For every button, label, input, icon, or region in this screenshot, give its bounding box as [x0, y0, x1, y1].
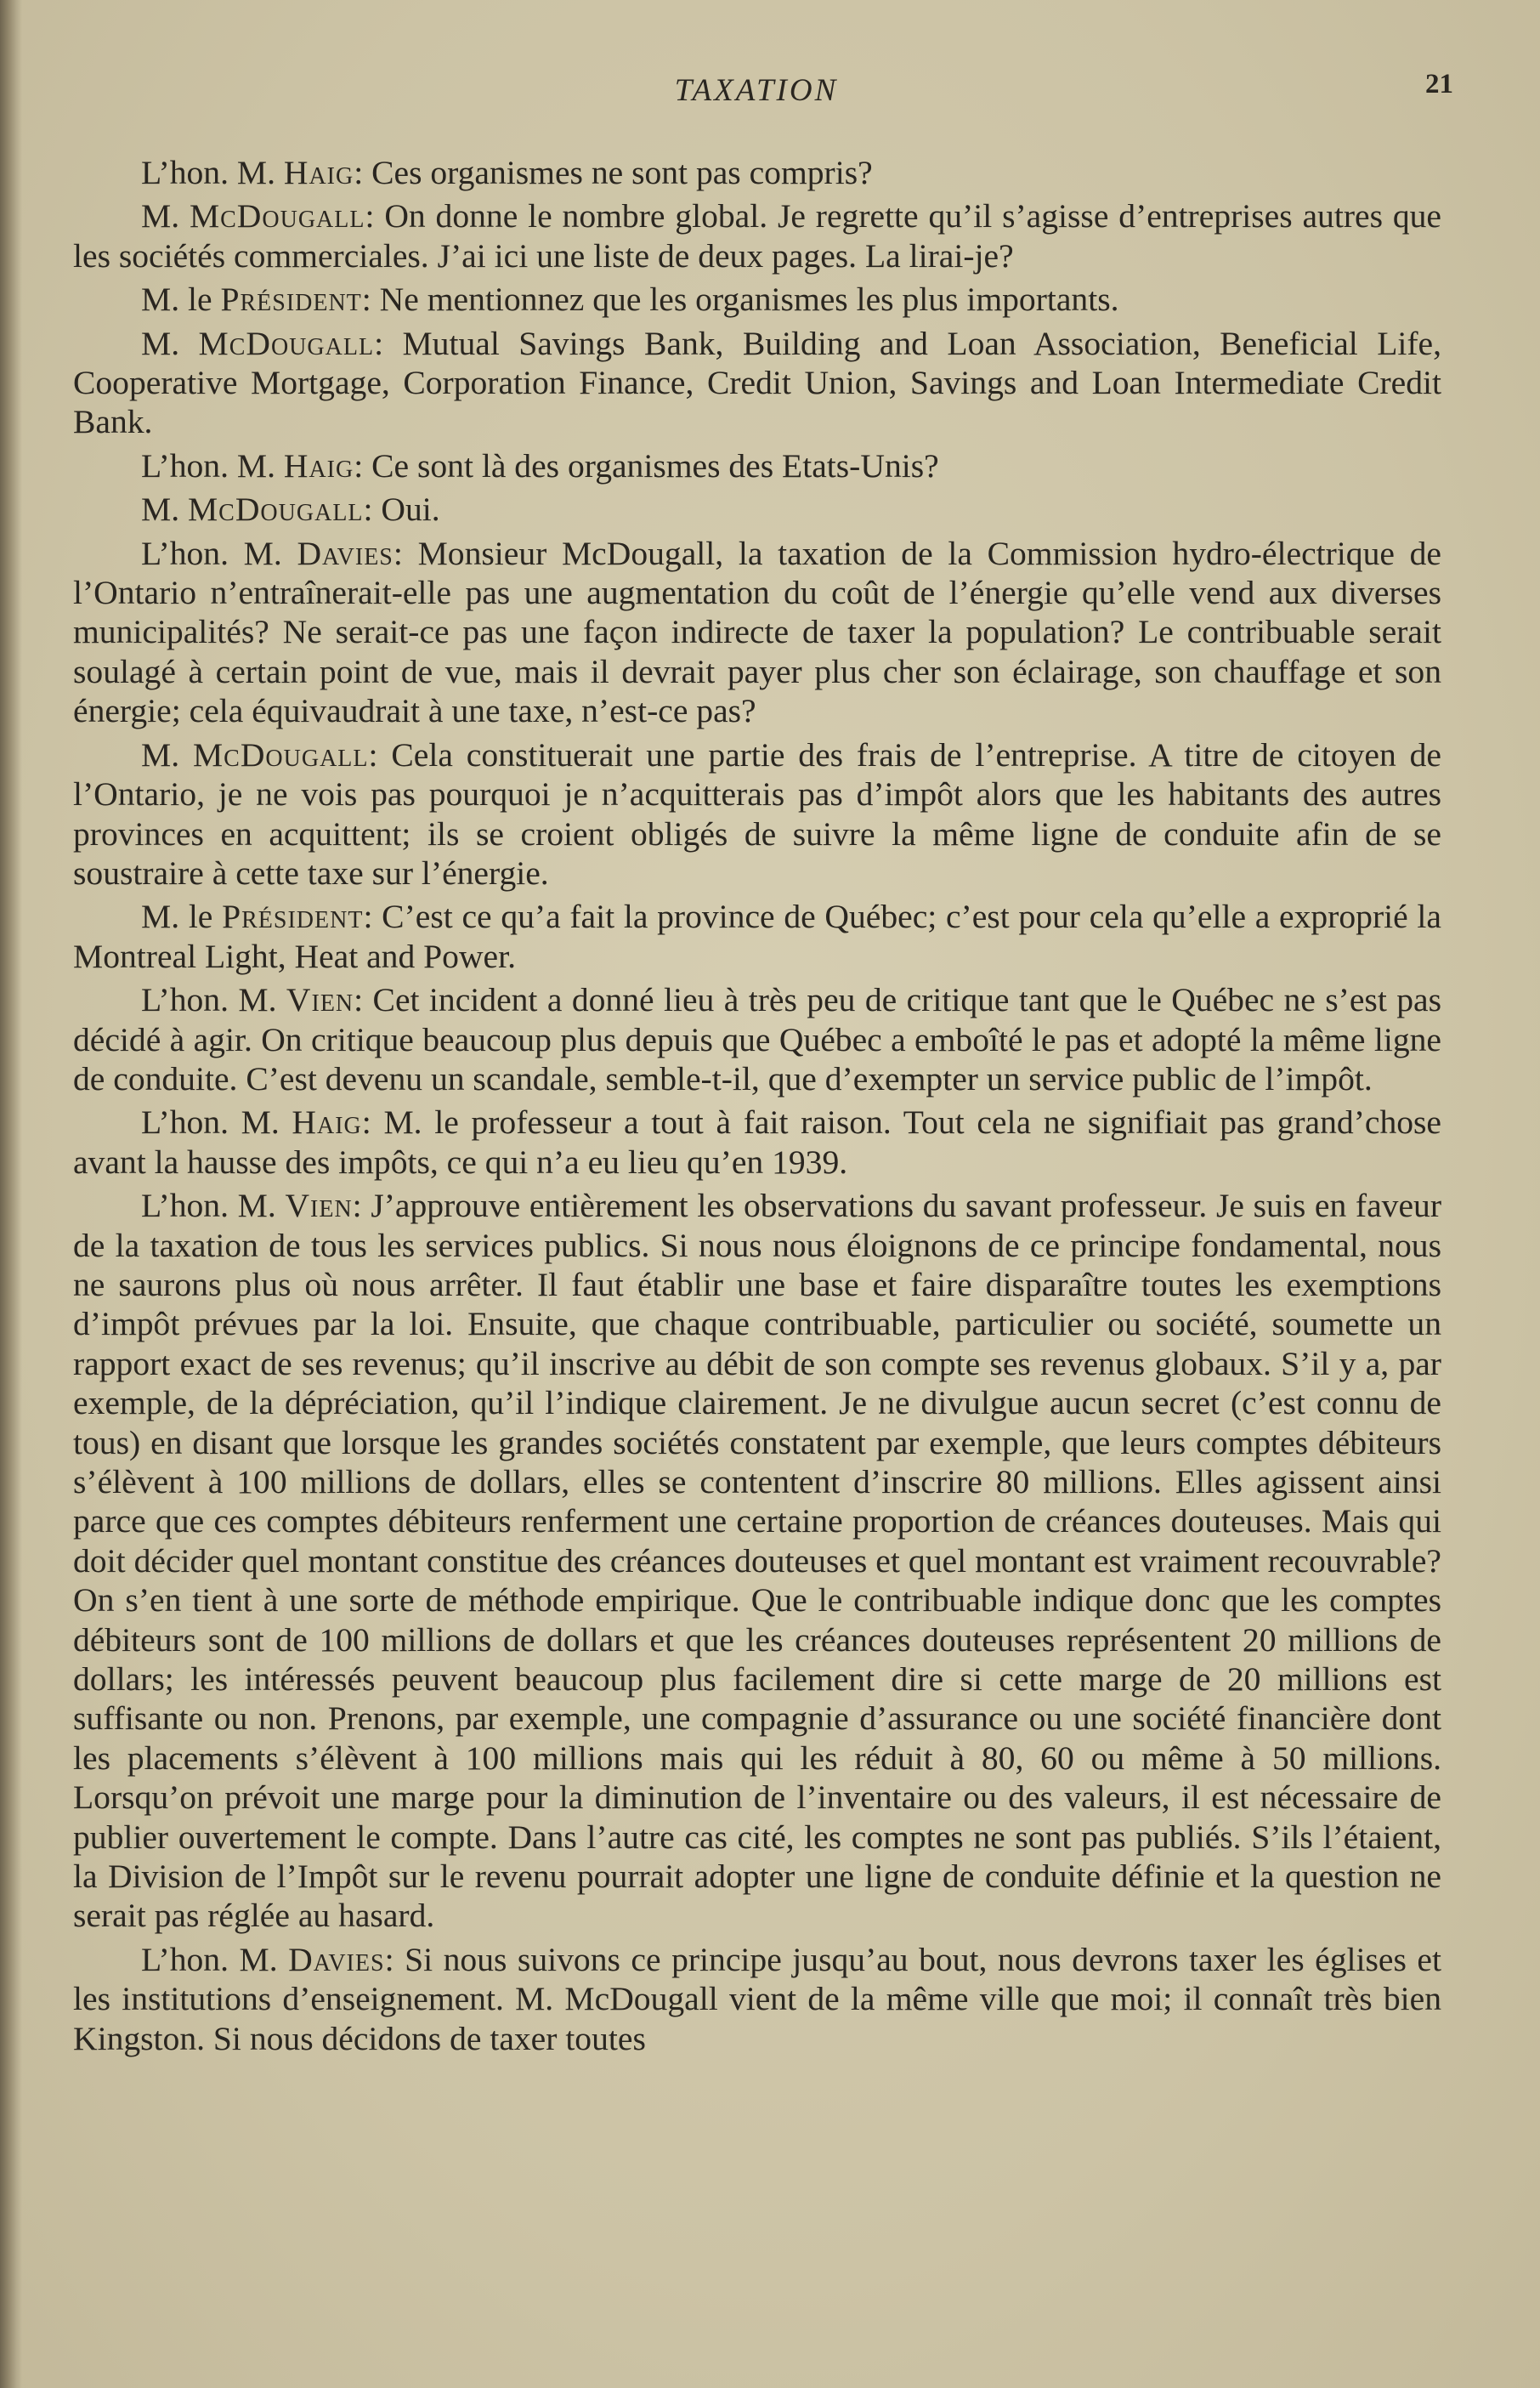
running-head: TAXATION [674, 73, 839, 108]
speaker-prefix: M. le [141, 281, 221, 319]
paragraph [73, 153, 1441, 192]
paragraph-text: : Monsieur McDougall, la taxation de la Commission hydro-électrique de l’Ontario n’entraînerait-elle pas une augmentation du coût de l’énergie qu’elle vend aux diverses municipalités? Ne serait-ce pas une façon indirecte de taxer la population? Le contribuable serait soulagé à certain point de vue, mais il devrait payer plus cher son éclairage, son chauffage et son énergie; cela équivaudrait à une taxe, n’est-ce pas? [73, 534, 1441, 730]
speaker-name: Davies [288, 1940, 385, 1978]
paragraph-text: : Si nous suivons ce principe jusqu’au bout, nous devrons taxer les églises et les institutions d’enseignement. M. McDougall vient de la même ville que moi; il connaît très bien Kingston. Si nous décidons de taxer toutes [73, 1940, 1441, 2057]
page-body [73, 153, 1441, 2062]
speaker-name: McDougall [189, 197, 365, 235]
speaker-name: Haig [283, 446, 354, 485]
speaker-prefix: L’hon. M. [141, 1103, 292, 1142]
paragraph [73, 490, 1441, 529]
speaker-prefix: L’hon. M. [141, 446, 284, 485]
speaker-prefix: L’hon. M. [141, 154, 284, 191]
speaker-prefix: M. [141, 735, 193, 774]
speaker-prefix: M. le [141, 898, 223, 936]
speaker-prefix: M. [141, 324, 199, 362]
speaker-prefix: M. [141, 197, 190, 235]
paragraph-text: : J’approuve entièrement les observations du savant professeur. Je suis en faveur de la taxation de tous les services publics. Si nous nous éloignons de ce principe fondamental, nous ne saurons plus où nous arrêter. Il faut établir une base et faire disparaître toutes les exemptions d’impôt prévues par la loi. Ensuite, que chaque contribuable, particulier ou société, soumette un rapport exact de ses revenus; qu’il inscrive au débit de son compte ses revenus globaux. S’il y a, par exemple, de la dépréciation, qu’il l’indique clairement. Je ne divulgue aucun secret (c’est connu de tous) en disant que lorsque les grandes sociétés constatent par exemple, que leurs comptes débiteurs s’élèvent à 100 millions de dollars, elles se contentent d’inscrire 80 millions. Elles agissent ainsi parce que ces comptes débiteurs renferment une certaine proportion de créances douteuses. Mais qui doit décider quel montant constitue des créances douteuses et quel montant est vraiment recouvrable? On s’en tient à une sorte de méthode empirique. Que le contribuable indique donc que les comptes débiteurs sont de 100 millions de dollars et que les créances douteuses représentent 20 millions de dollars; les intéressés peuvent beaucoup plus facilement dire si cette marge de 20 millions est suffisante ou non. Prenons, par exemple, une compagnie d’assurance ou une société financière dont les placements s’élèvent à 100 millions mais qui les réduit à 80, 60 ou même à 50 millions. Lorsqu’on prévoit une marge pour la diminution de l’inventaire ou des valeurs, il est nécessaire de publier ouvertement le compte. Dans l’autre cas cité, les comptes ne sont pas publiés. S’ils l’étaient, la Division de l’Impôt sur le revenu pourrait adopter une ligne de conduite définie et la question ne serait pas réglée au hasard. [73, 1187, 1442, 1935]
paragraph [73, 897, 1441, 976]
paragraph-text: : Cela constituerait une partie des frais de l’entreprise. A titre de citoyen de l’Ontario, je ne vois pas pourquoi je n’acquitterais pas d’impôt alors que les habitants des autres provinces en acquittent; ils se croient obligés de suivre la même ligne de conduite afin de se soustraire à cette taxe sur l’énergie. [73, 735, 1441, 892]
speaker-prefix: L’hon. M. [141, 534, 297, 572]
speaker-prefix: L’hon. M. [141, 981, 286, 1019]
speaker-name: McDougall [192, 735, 369, 774]
paragraph [73, 1103, 1441, 1182]
paragraph [73, 196, 1441, 275]
speaker-name: Président [222, 898, 364, 936]
paragraph-text: : On donne le nombre global. Je regrette qu’il s’agisse d’entreprises autres que les sociétés commerciales. J’ai ici une liste de deux pages. La lirai-je? [73, 197, 1441, 275]
speaker-name: McDougall [187, 491, 364, 529]
speaker-name: Vien [286, 981, 354, 1019]
speaker-prefix: L’hon. M. [141, 1940, 289, 1978]
paragraph-text: : M. le professeur a tout à fait raison. Tout cela ne signifiait pas grand’chose avant la hausse des impôts, ce qui n’a eu lieu qu’en 1939. [73, 1103, 1441, 1181]
paragraph-text: : Ce sont là des organismes des Etats-Unis? [354, 446, 939, 485]
paragraph-text: : Mutual Savings Bank, Building and Loan Association, Beneficial Life, Cooperative Mortgage, Corporation Finance, Credit Union, Savings and Loan Intermediate Credit Bank. [73, 324, 1442, 441]
page-number: 21 [1425, 69, 1453, 99]
speaker-name: Vien [285, 1187, 353, 1225]
speaker-prefix: L’hon. M. [141, 1187, 286, 1225]
paragraph [73, 534, 1441, 731]
paragraph [73, 1186, 1441, 1936]
paragraph-text: : Cet incident a donné lieu à très peu de critique tant que le Québec ne s’est pas décidé à agir. On critique beaucoup plus depuis que Québec a emboîté le pas et adopté la même ligne de conduite. C’est devenu un scandale, semble-t-il, que d’exempter un service public de l’impôt. [73, 981, 1441, 1098]
paragraph [73, 735, 1441, 893]
speaker-name: Haig [283, 154, 354, 191]
speaker-name: Haig [292, 1103, 362, 1142]
paragraph [73, 280, 1441, 319]
speaker-prefix: M. [141, 491, 188, 529]
paragraph [73, 324, 1441, 442]
paragraph-text: : Ces organismes ne sont pas compris? [354, 154, 873, 191]
paragraph [73, 1940, 1441, 2058]
speaker-name: McDougall [198, 324, 375, 362]
paragraph-text: : Ne mentionnez que les organismes les plus importants. [361, 281, 1119, 319]
speaker-name: Davies [297, 534, 393, 572]
paragraph [73, 980, 1441, 1098]
speaker-name: Président [220, 281, 362, 319]
paragraph-text: : C’est ce qu’a fait la province de Québec; c’est pour cela qu’elle a exproprié la Montreal Light, Heat and Power. [73, 898, 1441, 975]
page-header [76, 69, 1453, 123]
book-spine-shadow [0, 0, 22, 2388]
paragraph-text: : Oui. [363, 491, 440, 529]
paragraph [73, 446, 1441, 485]
